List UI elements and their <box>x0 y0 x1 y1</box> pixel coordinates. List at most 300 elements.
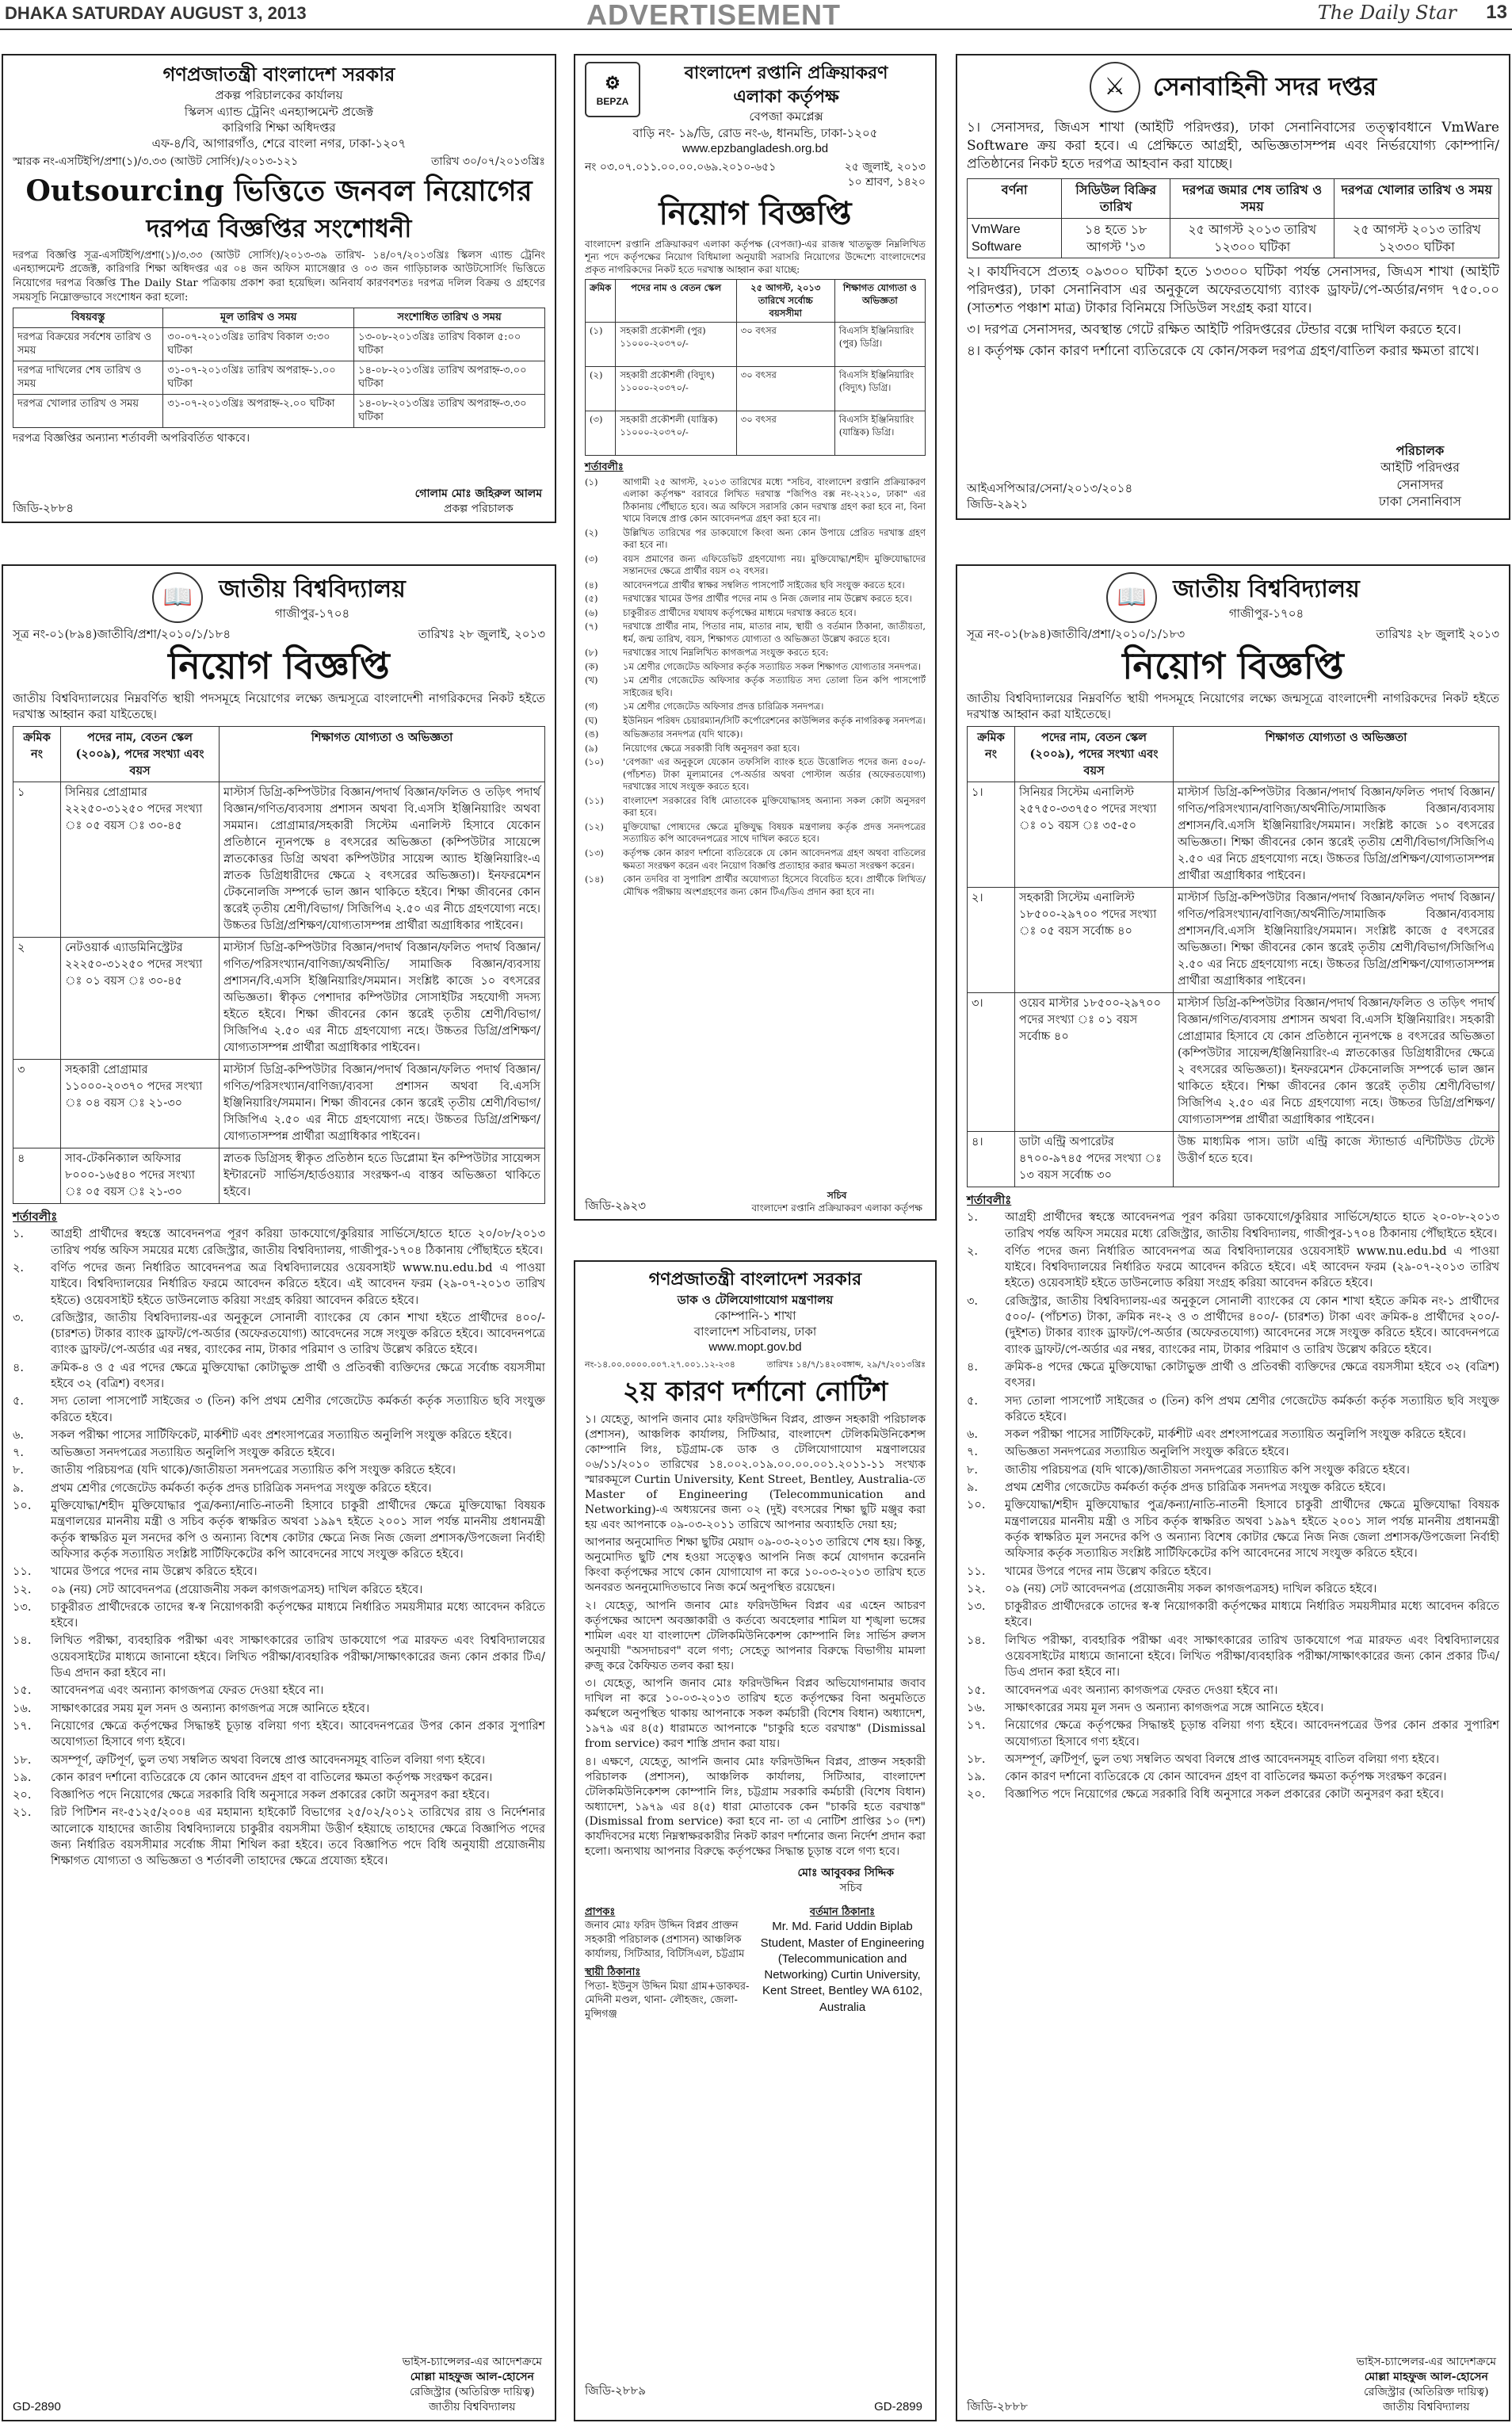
ad4-intro: জাতীয় বিশ্ববিদ্যালয়ের নিম্নবর্ণিত স্থায়ী পদসমূহে নিয়োগের লক্ষ্যে জন্মসূত্রে বাংলাদেশী নাগরিকদের নিকট হইতে দরখাস্ত আহ্বান করা যাইতেছে। <box>13 691 545 722</box>
list-item-text: বিজ্ঞাপিত পদে নিয়োগের ক্ষেত্রে সরকারি বিধি অনুসারে সকল প্রকারের কোটা অনুসরণ করা হইবে। <box>1005 1788 1444 1802</box>
list-item <box>585 743 926 755</box>
dateline: DHAKA SATURDAY AUGUST 3, 2013 <box>5 3 307 23</box>
ad5-recipient: জনাব মোঃ ফরিদ উদ্দিন বিপ্লব প্রাক্তন সহকারী পরিচালক (প্রশাসন) আঞ্চলিক কার্যালয়, সিটিআর, বিটিসিএল, চট্টগ্রাম <box>585 1920 745 1960</box>
ad3-para3: ৩। দরপত্র সেনাসদর, অবস্থান্ত গেটে রক্ষিত আইটি পরিদপ্তরের টেন্ডার বক্সে দাখিল করতে হবে। <box>967 322 1461 338</box>
list-item <box>13 1360 545 1393</box>
list-item-number: ২. <box>13 1261 25 1275</box>
table-cell: ৩০ বৎসর <box>736 323 834 367</box>
ad3-ref: আইএসপিআর/সেনা/২০১৩/২০১৪ <box>967 480 1133 495</box>
ad4-signature <box>403 2355 542 2415</box>
list-item <box>13 1599 545 1632</box>
table-row <box>586 411 926 456</box>
table-cell: ১৪-০৮-২০১৩খ্রিঃ তারিখ অপরাহ্ন-৩.০০ ঘটিকা <box>354 361 545 394</box>
ad6-memo: সূত্র নং-০১(৮৯৪)জাতীবি/প্রশা/২০১০/১/১৮৩ <box>967 627 1186 641</box>
bepza-logo-icon: ⚙ BEPZA <box>585 62 640 117</box>
list-item-number: ৯. <box>967 1481 979 1495</box>
table-cell: ওয়েব মাস্টার ১৮৫০০-২৯৭০০ পদের সংখ্যা ঃ ০১ বয়স সর্বোচ্চ ৪০ <box>1015 992 1174 1131</box>
list-item <box>13 1718 545 1751</box>
table-row <box>968 1132 1499 1187</box>
table-cell: সিনিয়র প্রোগ্রামার ২২২৫০-৩১২৫০ পদের সংখ্যা ঃ ০৫ বয়স ঃ ৩০-৪৫ <box>61 782 220 937</box>
table-cell: ৩১-০৭-২০১৩খ্রিঃ তারিখ অপরাহ্ন-১.০০ ঘটিকা <box>163 361 354 394</box>
ad3-para2: ২। কার্যদিবসে প্রত্যহ ০৯৩০০ ঘটিকা হতে ১৩৩০০ ঘটিকা পর্যন্ত সেনাসদর, জিএস শাখা (আইটি পরিদপ্তর), ঢাকা সেনানিবাস এর অনুকূলে অফেরতযোগ্য ব্যাংক ড্রাফট/পে-অর্ডার/নগদ ৭৫০.০০ (সাতশত পঞ্চাশ মাত্র) টাকার বিনিময়ে সিডিউল সংগ্রহ করা যাবে। <box>967 264 1499 317</box>
table-row <box>13 782 545 937</box>
list-item <box>13 1770 545 1786</box>
ad5-code: GD-2899 <box>874 2399 922 2413</box>
table-row <box>586 367 926 411</box>
ad5-perm-label: স্থায়ী ঠিকানাঃ <box>585 1966 641 1979</box>
ad-outsourcing-tender <box>2 54 556 523</box>
list-item <box>967 1244 1499 1292</box>
list-item-number: (গ) <box>585 701 598 713</box>
list-item <box>585 607 926 620</box>
table-row <box>13 327 545 361</box>
ad5-place: বাংলাদেশ সচিবালয়, ঢাকা <box>693 1324 817 1340</box>
list-item-text: খামের উপরে পদের নাম উল্লেখ করিতে হইবে। <box>51 1565 258 1579</box>
list-item-number: ১৯. <box>13 1771 32 1784</box>
list-item-text: দরখাস্তে প্রার্থীর নাম, পিতার নাম, মাতার নাম, স্থায়ী ও বর্তমান ঠিকানা, জাতীয়তা, ধর্ম, জন্ম তারিখ, বয়স, শিক্ষাগত যোগ্যতা ও অভিজ্ঞতা উল্লেখ করতে হবে। <box>623 621 926 644</box>
ad2-address: বাড়ি নং- ১৯/ডি, রোড নং-৬, ধানমন্ডি, ঢাকা-১২০৫ <box>632 125 878 140</box>
list-item-text: ইউনিয়ন পরিষদ চেয়ারম্যান/সিটি কর্পোরেশনের কাউন্সিলর কর্তৃক নাগরিকত্ব সনদপত্র। <box>623 714 926 726</box>
list-item-text: ক্রমিক-৪ পদের ক্ষেত্রে মুক্তিযোদ্ধা কোটাভুক্ত প্রার্থী ও প্রতিবন্ধী ব্যক্তিদের ক্ষেত্রে বয়সসীমা হইবে ৩২ (বত্রিশ) বৎসর। <box>1005 1360 1499 1390</box>
table-cell: ৪। <box>968 1132 1015 1187</box>
ad3-para2-text: কার্যদিবসে প্রত্যহ ০৯৩০০ ঘটিকা হতে ১৩৩০০ ঘটিকা পর্যন্ত সেনাসদর, জিএস শাখা (আইটি পরিদপ্তর), ঢাকা সেনানিবাস এর অনুকূলে অফেরতযোগ্য ব্যাংক ড্রাফট/পে-অর্ডার/নগদ ৭৫০.০০ (সাতশত পঞ্চাশ মাত্র) টাকার বিনিময়ে সিডিউল সংগ্রহ করা যাবে। <box>967 264 1499 317</box>
list-item <box>585 756 926 793</box>
list-item <box>967 1359 1499 1392</box>
ad6-signer-title: রেজিস্ট্রার (অতিরিক্ত দায়িত্ব) <box>1363 2386 1489 2399</box>
list-item-text: নিয়োগের ক্ষেত্রে কর্তৃপক্ষের সিদ্ধান্তই চূড়ান্ত বলিয়া গণ্য হইবে। আবেদনপত্রের উপর কোন প্রকার সুপারিশ অযোগ্যতা হিসাবে গণ্য হইবে। <box>51 1719 545 1749</box>
list-item-number: (৭) <box>585 621 598 633</box>
ad5-branch: কোম্পানি-১ শাখা <box>714 1308 796 1323</box>
list-item-number: ৮. <box>967 1463 979 1477</box>
page-number: 13 <box>1486 2 1507 23</box>
ad2-th: শিক্ষাগত যোগ্যতা ও অভিজ্ঞতা <box>834 280 925 323</box>
ad4-th: শিক্ষাগত যোগ্যতা ও অভিজ্ঞতা <box>220 726 545 782</box>
list-item <box>585 476 926 525</box>
ad4-conditions-label: শর্তাবলীঃ <box>13 1210 58 1225</box>
table-cell: (২) <box>586 367 616 411</box>
ad3-table <box>967 178 1499 258</box>
table-cell: (৩) <box>586 411 616 456</box>
ad1-signature <box>415 487 542 517</box>
ad2-memo: নং ০৩.০৭.০১১.০০.০০.০৬৯.২০১০-৬৫১ <box>585 161 777 174</box>
list-item <box>585 715 926 728</box>
ad1-signer: গোলাম মোঃ জহিরুল আলম <box>414 487 542 501</box>
table-cell: সহকারী প্রকৌশলী (যান্ত্রিক) ১১০০০-২০৩৭০/- <box>616 411 736 456</box>
ad4-table <box>13 726 545 1204</box>
ad-show-cause-notice <box>574 1260 937 2421</box>
list-item-text: কোন কারণ দর্শানো ব্যতিরেকে যে কোন আবেদন গ্রহণ বা বাতিলের ক্ষমতা কর্তৃপক্ষ সংরক্ষণ করেন। <box>1005 1771 1447 1784</box>
list-item-text: অসম্পূর্ণ, ত্রুটিপূর্ণ, ভুল তথ্য সম্বলিত অথবা বিলম্বে প্রাপ্ত আবেদনসমূহ বাতিল বলিয়া গণ্য হইবে। <box>51 1753 486 1767</box>
table-cell: মাস্টার্স ডিগ্রি-কম্পিউটার বিজ্ঞান/পদার্থ বিজ্ঞান/ফলিত পদার্থ বিজ্ঞান/গণিত/পরিসংখ্যান/বাণিজ্য/অর্থনীতি/সামাজিক বিজ্ঞান/ব্যবসায় প্রশাসন/বি.এসসি ইঞ্জিনিয়ারিং/সমমান। সংশ্লিষ্ট কাজে ১০ বৎসরের অভিজ্ঞতা। শিক্ষা জীবনের কোন স্তরেই তৃতীয় শ্রেণী/বিভাগ/সিজিপিএ ২.৫০ এর নিচে গ্রহণযোগ্য নহে। উচ্চতর ডিগ্রি/প্রশিক্ষণ/যোগ্যতাসম্পন্ন প্রার্থীরা অগ্রাধিকার পাইবেন। <box>1174 782 1499 887</box>
list-item <box>967 1427 1499 1443</box>
list-item-text: ক্রমিক-৪ ও ৫ এর পদের ক্ষেত্রে মুক্তিযোদ্ধা কোটাভুক্ত প্রার্থী ও প্রতিবন্ধী ব্যক্তিদের ক্ষেত্রে সর্বোচ্চ বয়সসীমা হইবে ৩২ (বত্রিশ) বৎসর। <box>51 1361 545 1390</box>
list-item-text: আগামী ২৫ আগস্ট, ২০১৩ তারিখের মধ্যে "সচিব, বাংলাদেশ রপ্তানি প্রক্রিয়াকরণ এলাকা কর্তৃপক্ষ" বরাবরে লিখিত দরখাস্ত "জিপিও বক্স নং-২২১০, ঢাকা" এর ঠিকানায় পৌঁছাতে হবে। অত্র অফিসে সরাসরি কোন দরখাস্ত গ্রহণ করা হবে না, বিনা খামে বিলম্বে প্রাপ্ত কোন আবেদনপত্র গ্রহণ করা হবে না। <box>623 476 926 525</box>
list-item-number: ৪. <box>967 1360 979 1374</box>
ad2-th: পদের নাম ও বেতন স্কেল <box>616 280 736 323</box>
list-item-number: (৪) <box>585 579 598 590</box>
table-cell: সহকারী প্রকৌশলী (বিদ্যুৎ) ১১০০০-২০৩৭০/- <box>616 367 736 411</box>
list-item-number: ৯. <box>13 1481 25 1495</box>
table-cell: বিএসসি ইঞ্জিনিয়ারিং (যান্ত্রিক) ডিগ্রি। <box>834 411 925 456</box>
list-item-number: ২১. <box>13 1806 32 1820</box>
table-cell: নেটওয়ার্ক এ্যাডমিনিস্ট্রেটর ২২২৫০-৩১২৫০ পদের সংখ্যা ঃ ০১ বয়স ঃ ৩০-৪৫ <box>61 937 220 1059</box>
list-item-text: আবেদনপত্র এবং অন্যান্য কাগজপত্র ফেরত দেওয়া হইবে না। <box>51 1684 324 1698</box>
ad1-signer-title: প্রকল্প পরিচালক <box>443 503 514 516</box>
newspaper-brand: The Daily Star <box>1317 2 1457 24</box>
list-item <box>13 1462 545 1478</box>
table-cell: সহকারী সিস্টেম এনালিস্ট ১৮৫০০-২৯৭০০ পদের সংখ্যা ঃ ০৫ বয়স সর্বোচ্চ ৪০ <box>1015 887 1174 992</box>
list-item-text: জাতীয় পরিচয়পত্র (যদি থাকে)/জাতীয়তা সনদপত্রের সত্যায়িত কপি সংযুক্ত করিতে হইবে। <box>51 1464 456 1477</box>
list-item-text: ১ম শ্রেণীর গেজেটেড অফিসার কর্তৃক সত্যায়িত সদ্য তোলা তিন কপি পাসপোর্ট সাইজের ছবি। <box>623 675 926 698</box>
ad1-code: জিডি-২৮৮৪ <box>13 501 74 515</box>
list-item-number: ২. <box>967 1244 979 1258</box>
ad1-intro: দরপত্র বিজ্ঞপ্তি সূত্র-এসটিইপি/প্রশা(১)/৩.৩৩ (আউট সোর্সিং)/২০১৩-৩৯ তারিখ- ১৪/০৭/২০১৩খ্রিঃ স্কিলস এ্যান্ড ট্রেনিং এনহ্যান্সমেন্ট প্রজেক্ট, কারিগরি শিক্ষা অধিদপ্তর এর ০৪ জন অফিস ম্যাসেঞ্জার ও ০৩ জন গাড়িচালক আউটসোর্সিং ভিত্তিতে নিয়োগের দরপত্র বিজ্ঞপ্তি The Daily Star পত্রিকায় প্রকাশ করা হয়েছিল। অনিবার্য কারণবশতঃ দরপত্র দলিল বিক্রয় ও গ্রহণের সময়সূচি নিম্নোক্তভাবে সংশোধন করা হলো: <box>13 249 545 304</box>
list-item <box>967 1444 1499 1460</box>
list-item <box>13 1427 545 1443</box>
ad2-table <box>585 279 926 456</box>
table-cell: সাব-টেকনিক্যাল অফিসার ৮০০০-১৬৫৪০ পদের সংখ্যা ঃ ০৫ বয়স ঃ ২১-৩০ <box>61 1148 220 1204</box>
list-item <box>13 1481 545 1496</box>
ad2-th: ক্রমিক <box>586 280 616 323</box>
list-item <box>967 1564 1499 1580</box>
ad3-code: জিডি-২৯২১ <box>967 496 1029 511</box>
ad1-date: তারিখ ৩০/০৭/২০১৩খ্রিঃ <box>430 155 545 169</box>
list-item-number: ১১. <box>13 1565 32 1579</box>
list-item-number: ৭. <box>13 1447 25 1460</box>
nu-logo-icon: 📖 <box>152 572 203 623</box>
list-item-number: ৩. <box>967 1294 979 1308</box>
ad2-code: জিডি-২৯২৩ <box>585 1198 647 1213</box>
list-item-number: ৬. <box>967 1428 979 1442</box>
list-item <box>585 647 926 659</box>
list-item <box>585 873 926 898</box>
table-cell: ২৫ আগস্ট ২০১৩ তারিখ ১২৩৩০ ঘটিকা <box>1334 219 1499 258</box>
ad5-p4: ৪। এক্ষণে, যেহেতু, আপনি জনাব মোঃ ফরিদউদ্দিন বিপ্লব, প্রাক্তন সহকারী পরিচালক (প্রশাসন), আঞ্চলিক কার্যালয়, সিটিআর, বাংলাদেশ টেলিকমিউনিকেশন্স কোম্পানি লিঃ, চট্টগ্রাম সরকারি কর্মচারী (বিশেষ বিধান) অধ্যাদেশ, ১৯৭৯ এর ৪(৫) ধারা মোতাবেক কেন "চাকরি হতে বরখাস্ত" (Dismissal from service) করা হবে না- তা এ নোটিশ প্রাপ্তির ১০ (দশ) কার্যদিবসের মধ্যে নিম্নস্বাক্ষরকারীর নিকট কারণ দর্শানোর জন্য নির্দেশ প্রদান করা হলো। অন্যথায় আপনার বিরুদ্ধে কর্তৃপক্ষের সিদ্ধান্ত চূড়ান্ত বলে গণ্য হবে। <box>585 1755 926 1859</box>
list-item-text: সকল পরীক্ষা পাসের সার্টিফিকেট, মার্কশীট এবং প্রশংসাপত্রের সত্যায়িত অনুলিপি সংযুক্ত করিতে হইবে। <box>51 1428 512 1442</box>
table-cell: মাস্টার্স ডিগ্রি-কম্পিউটার বিজ্ঞান/পদার্থ বিজ্ঞান/ফলিত ও তড়িৎ পদার্থ বিজ্ঞান/গণিত/ব্যবসায় প্রশাসন অথবা বি.এসসি ইঞ্জিনিয়ারিং অথবা সমমান। প্রোগ্রামার/সহকারী সিস্টেম এনালিস্ট হিসাবে যেকোন প্রতিষ্ঠানে ন্যূনপক্ষে ৪ বৎসরের অভিজ্ঞতা (কম্পিউটার সায়েন্সে স্নাতকোত্তর ডিগ্রি অথবা কম্পিউটার সায়েন্স অ্যান্ড ইঞ্জিনিয়ারিং-এ স্নাতক ডিগ্রিধারীদের ক্ষেত্রে ২ বৎসরের অভিজ্ঞতা)। ইনফরমেশন টেকনোলজি সম্পর্কে ভাল জ্ঞান থাকিতে হইবে। শিক্ষা জীবনের কোন স্তরেই তৃতীয় শ্রেণী/বিভাগ/ সিজিপিএ ২.৫০ এর নীচে গ্রহণযোগ্য নহে। উচ্চতর ডিগ্রি/প্রশিক্ষণ/যোগ্যতাসম্পন্ন প্রার্থীরা অগ্রাধিকার পাইবেন। <box>220 782 545 937</box>
ad2-th: ২৫ আগস্ট, ২০১৩ তারিখে সর্বোচ্চ বয়সসীমা <box>736 280 834 323</box>
ad6-title: নিয়োগ বিজ্ঞপ্তি <box>1122 644 1344 688</box>
list-item-text: কোন তদবির বা সুপারিশ প্রার্থীর অযোগ্যতা হিসেবে বিবেচিত হবে। প্রার্থীকে লিখিত/মৌখিক পরীক্ষায় অংশগ্রহণের জন্য কোন টিএ/ডিএ প্রদান করা হবে না। <box>623 873 926 897</box>
ad2-conditions-label: শর্তাবলীঃ <box>585 461 624 474</box>
list-item-text: খামের উপরে পদের নাম উল্লেখ করিতে হইবে। <box>1005 1565 1212 1578</box>
ad1-note: দরপত্র বিজ্ঞপ্তির অন্যান্য শর্তাবলী অপরিবর্তিত থাকবে। <box>13 431 250 445</box>
ad6-table <box>967 726 1499 1187</box>
table-cell: ৩ <box>13 1059 61 1148</box>
ad6-conditions <box>967 1210 1499 1802</box>
ad5-signer: মোঃ আবুবকর সিদ্দিক <box>797 1867 894 1880</box>
list-item <box>13 1787 545 1803</box>
list-item-text: রেজিস্ট্রার, জাতীয় বিশ্ববিদ্যালয়-এর অনুকূলে সোনালী ব্যাংকের যে কোন শাখা হইতে প্রার্থীদের ৪০০/- (চারশত) টাকার ব্যাংক ড্রাফট/পে-অর্ডার (অফেরতযোগ্য) আবেদনের সঙ্গে সংযুক্ত করিতে হইবে। আবেদনপত্রে ব্যাংক ড্রাফট/পে-অর্ডার এর নম্বর, ব্যাংকের নাম, টাকার পরিমাণ ও তারিখ উল্লেখ করিতে হইবে। <box>51 1311 545 1357</box>
list-item <box>13 1752 545 1768</box>
list-item <box>13 1310 545 1359</box>
table-cell: সহকারী প্রকৌশলী (পুর) ১১০০০-২০৩৭০/- <box>616 323 736 367</box>
list-item-number: ১৭. <box>13 1719 32 1733</box>
list-item-number: ১৫. <box>13 1684 32 1698</box>
list-item <box>967 1718 1499 1750</box>
ad2-date2: ১০ শ্রাবণ, ১৪২০ <box>847 176 926 189</box>
ad4-title: নিয়োগ বিজ্ঞপ্তি <box>168 644 390 688</box>
ad1-title-en: Outsourcing ভিত্তিতে জনবল নিয়োগের <box>25 174 533 208</box>
ad5-perm: পিতা- ইউনুস উদ্দিন মিয়া গ্রাম+ডাকঘর- মেদিনী মণ্ডল, থানা- লৌহজং, জেলা- মুন্সিগঞ্জ <box>585 1980 750 2020</box>
list-item-text: লিখিত পরীক্ষা, ব্যবহারিক পরীক্ষা এবং সাক্ষাৎকারের তারিখ ডাকযোগে পত্র মারফত এবং বিশ্ববিদ্যালয়ের ওয়েবসাইটের মাধ্যমে জানানো হইবে। লিখিত পরীক্ষা/ব্যবহারিক পরীক্ষা/সাক্ষাৎকারের জন্য কোন প্রকার টিএ/ডিএ প্রদান করা হইবে না। <box>1005 1634 1499 1680</box>
table-cell: স্নাতক ডিগ্রিসহ স্বীকৃত প্রতিষ্ঠান হতে ডিপ্লোমা ইন কম্পিউটার সায়েন্সস ইন্টারনেট সার্ভিস/হার্ডওয়্যার সংরক্ষণ-এ বাস্তব অভিজ্ঞতা থাকিতে হইবে। <box>220 1148 545 1204</box>
ad6-conditions-label: শর্তাবলীঃ <box>967 1193 1012 1208</box>
list-item <box>585 821 926 846</box>
list-item <box>13 1683 545 1699</box>
list-item-number: ১. <box>13 1228 25 1241</box>
table-cell: মাস্টার্স ডিগ্রি-কম্পিউটার বিজ্ঞান/পদার্থ বিজ্ঞান/ফলিত পদার্থ বিজ্ঞান/গণিত/পরিসংখ্যান/বাণিজ্য/অর্থনীতি/সামাজিক বিজ্ঞান/ব্যবসায় প্রশাসন/বি.এসসি ইঞ্জিনিয়ারিং/সমমান। সংশ্লিষ্ট কাজে ৫ বৎসরের অভিজ্ঞতা। শিক্ষা জীবনের কোন স্তরেই তৃতীয় শ্রেণী/বিভাগ/সিজিপিএ ২.৫০ এর নিচে গ্রহণযোগ্য নহে। উচ্চতর ডিগ্রি/প্রশিক্ষণ/যোগ্যতাসম্পন্ন প্রার্থীরা অগ্রাধিকার পাইবেন। <box>1174 887 1499 992</box>
list-item-text: কর্তৃপক্ষ কোন কারণ দর্শানো ব্যতিরেকে যে কোন আবেদনপত্র গ্রহণ অথবা বাতিলের ক্ষমতা সংরক্ষণ করেন এবং নিয়োগ বিজ্ঞপ্তি প্রত্যাহার করার ক্ষমতা সংরক্ষণ করেন। <box>623 847 926 871</box>
ad3-para1: ১। সেনাসদর, জিএস শাখা (আইটি পরিদপ্তর), ঢাকা সেনানিবাসের তত্ত্বাবধানে VmWare Software ক্রয় করা হবে। এ প্রেক্ষিতে আগ্রহী, অভিজ্ঞতাসম্পন্ন এবং নির্ভরযোগ্য কোম্পানি/প্রতিষ্ঠানের নিকট হতে দরপত্র আহবান করা যাচ্ছে। <box>967 120 1499 172</box>
list-item <box>585 621 926 645</box>
nu-logo-icon: 📖 <box>1106 572 1157 623</box>
list-item-text: 'বেপজা' এর অনুকূলে যেকোন তফসিলি ব্যাংক হতে উত্তোলিত পদের জন্য ৫০০/- (পাঁচশত) টাকা মূল্যমানের পে-অর্ডার অথবা পোস্টাল অর্ডার (অফেরতযোগ্য) দরখাস্তের সাথে সংযুক্ত করতে হবে। <box>623 756 926 793</box>
list-item-number: (২) <box>585 526 598 538</box>
table-row <box>13 1148 545 1204</box>
list-item <box>585 795 926 820</box>
list-item-text: চাকুরীরত প্রার্থীদের যথাযথ কর্তৃপক্ষের মাধ্যমে দরখাস্ত করতে হবে। <box>623 606 857 618</box>
list-item-text: বর্ণিত পদের জন্য নির্ধারিত আবেদনপত্র অত্র বিশ্ববিদ্যালয়ের ওয়েবসাইট www.nu.edu.bd এ পাওয়া যাইবে। বিশ্ববিদ্যালয়ের নির্ধারিত ফরমে আবেদন করিতে হইবে। এই আবেদন ফরম (২৯-০৭-২০১৩ তারিখ হইতে) ওয়েবসাইট হইতে ডাউনলোড করিয়া সংগ্রহ করিয়া আবেদন করিতে হইবে। <box>51 1261 545 1307</box>
ad1-address: এফ-৪/বি, আগারগাঁও, শেরে বাংলা নগর, ঢাকা-১২০৭ <box>151 136 407 151</box>
ad4-conditions <box>13 1226 545 1869</box>
section-title: ADVERTISEMENT <box>586 0 842 31</box>
list-item-number: (১) <box>585 476 598 487</box>
ad5-gov: গণপ্রজাতন্ত্রী বাংলাদেশ সরকার <box>648 1269 862 1290</box>
ad3-th: বর্ণনা <box>968 178 1062 218</box>
list-item-text: আগ্রহী প্রার্থীদের স্বহস্তে আবেদনপত্র পূরণ করিয়া ডাকযোগে/কুরিয়ার সার্ভিসে/হাতে হাতে ২০-০৮-২০১৩ তারিখ পর্যন্ত অফিস সময়ের মধ্যে রেজিস্ট্রার, জাতীয় বিশ্ববিদ্যালয়, গাজীপুর-১৭০৪ ঠিকানায় পৌঁছাইতে হইবে। <box>1005 1211 1499 1240</box>
table-cell: ১৩-০৮-২০১৩খ্রিঃ তারিখ বিকাল ৫:০০ ঘটিকা <box>354 327 545 361</box>
list-item-text: বর্ণিত পদের জন্য নির্ধারিত আবেদনপত্র অত্র বিশ্ববিদ্যালয়ের ওয়েবসাইট www.nu.edu.bd এ পাওয়া যাইবে। বিশ্ববিদ্যালয়ের নির্ধারিত ফরমে আবেদন করিতে হইবে। এই আবেদন ফরম (২৯-০৭-২০১৩ তারিখ হইতে) ওয়েবসাইট হইতে ডাউনলোড করিয়া সংগ্রহ করিয়া আবেদন করিতে হইবে। <box>1005 1244 1499 1290</box>
list-item-text: আবেদনপত্রে প্রার্থীর স্বাক্ষর সম্বলিত পাসপোর্ট সাইজের ছবি সংযুক্ত করতে হবে। <box>623 579 905 590</box>
list-item-number: (১০) <box>585 756 604 768</box>
list-item <box>967 1683 1499 1699</box>
list-item-text: নিয়োগের ক্ষেত্রে কর্তৃপক্ষের সিদ্ধান্তই চূড়ান্ত বলিয়া গণ্য হইবে। আবেদনপত্রের উপর কোন প্রকার সুপারিশ অযোগ্যতা হিসাবে গণ্য হইবে। <box>1005 1719 1499 1748</box>
list-item <box>585 579 926 592</box>
list-item <box>967 1393 1499 1426</box>
list-item-number: ১২. <box>967 1582 986 1596</box>
ad3-th: দরপত্র জমার শেষ তারিখ ও সময় <box>1170 178 1334 218</box>
list-item-text: মুক্তিযোদ্ধা/শহীদ মুক্তিযোদ্ধার পুত্র/কন্যা/নাতি-নাতনী হিসাবে চাকুরী প্রার্থীদের ক্ষেত্রে মুক্তিযোদ্ধা বিষয়ক মন্ত্রণালয়ের মাননীয় মন্ত্রী ও সচিব কর্তৃক স্বাক্ষরিত অথবা ১৯৯৭ হইতে ২০০১ সাল পর্যন্ত মাননীয় প্রধানমন্ত্রী কর্তৃক স্বাক্ষরিত মূল সনদের কপি ও অন্যান্য বিশেষ কোটার ক্ষেত্রে নিজ নিজ জেলা প্রশাসক/উপজেলা নির্বাহী অফিসার কর্তৃক সত্যায়িত সংশ্লিষ্ট সার্টিফিকেটের কপি আবেদনের সাথে সংযুক্ত করিতে হইবে। <box>1005 1499 1499 1561</box>
ad4-th: ক্রমিক নং <box>13 726 61 782</box>
list-item-text: অভিজ্ঞতা সনদপত্রের সত্যায়িত অনুলিপি সংযুক্ত করিতে হইবে। <box>51 1447 335 1460</box>
ad3-th: সিডিউল বিক্রির তারিখ <box>1062 178 1170 218</box>
table-cell: ১ <box>13 782 61 937</box>
list-item <box>967 1752 1499 1768</box>
list-item <box>585 675 926 699</box>
list-item-text: সদ্য তোলা পাসপোর্ট সাইজের ৩ (তিন) কপি প্রথম শ্রেণীর গেজেটেড কর্মকর্তা কর্তৃক সত্যায়িত ছবি সংযুক্ত করিতে হইবে। <box>1005 1394 1499 1424</box>
list-item-text: দরখাস্তের সাথে নিম্নলিখিত কাগজপত্র সংযুক্ত করতে হবে: <box>623 647 829 659</box>
ad3-signer4: ঢাকা সেনানিবাস <box>1378 494 1461 510</box>
list-item-text: নিয়োগের ক্ষেত্রে সরকারী বিধি অনুসরণ করা হবে। <box>623 742 800 754</box>
list-item-text: কোন কারণ দর্শানো ব্যতিরেকে যে কোন আবেদন গ্রহণ বা বাতিলের ক্ষমতা কর্তৃপক্ষ সংরক্ষণ করেন। <box>51 1771 493 1784</box>
table-cell: দরপত্র দাখিলের শেষ তারিখ ও সময় <box>13 361 163 394</box>
table-cell: ৩১-০৭-২০১৩খ্রিঃ অপরাহ্ন-২.০০ ঘটিকা <box>163 394 354 427</box>
ad2-org2: এলাকা কর্তৃপক্ষ <box>733 86 839 107</box>
list-item-number: (১৪) <box>585 873 604 885</box>
ad5-p1: ১। যেহেতু, আপনি জনাব মোঃ ফরিদউদ্দিন বিপ্লব, প্রাক্তন সহকারী পরিচালক (প্রশাসন), আঞ্চলিক কার্যালয়, সিটিআর, বাংলাদেশ টেলিকমিউনিকেশন্স কোম্পানি লিঃ, চট্টগ্রাম-কে ডাক ও টেলিযোগাযোগ মন্ত্রণালয়ের ০৬/১১/২০১০ তারিখের ১৪.০০২.০১৯.০০.০০.০০১.২০১১-১১ সংখ্যক স্মারকমূলে Curtin University, Kent Street, Bentley, Australia-তে Master of Engineering (Telecommunication and Networking)-এ অধ্যয়নের জন্য ০২ (দুই) বৎসরের শিক্ষা ছুটি মঞ্জুর করা হয় এবং আপনাকে ০৯-০৩-২০১১ তারিখে আপনার অব্যাহতি দেয়া হয়; <box>585 1413 926 1531</box>
table-cell: উচ্চ মাধ্যমিক পাস। ডাটা এন্ট্রি কাজে স্ট্যান্ডার্ড এন্টিটিউড টেস্টে উত্তীর্ণ হতে হবে। <box>1174 1132 1499 1187</box>
list-item-text: বিজ্ঞাপিত পদে নিয়োগের ক্ষেত্রে সরকারি বিধি অনুসারে সকল প্রকারের কোটা অনুসরণ করা হইবে। <box>51 1789 490 1802</box>
table-cell: ২ <box>13 937 61 1059</box>
table-cell: ১। <box>968 782 1015 887</box>
list-item-text: অভিজ্ঞতা সনদপত্রের সত্যায়িত অনুলিপি সংযুক্ত করিতে হইবে। <box>1005 1446 1289 1459</box>
table-cell: দরপত্র খোলার তারিখ ও সময় <box>13 394 163 427</box>
ad2-intro: বাংলাদেশ রপ্তানি প্রক্রিয়াকরণ এলাকা কর্তৃপক্ষ (বেপজা)-এর রাজস্ব খাতভুক্ত নিম্নলিখিত শূন্য পদে কর্তৃপক্ষের নিয়োগ বিধিমালা অনুযায়ী সরাসরি নিয়োগের উদ্দেশ্যে বাংলাদেশের প্রকৃত নাগরিকদের নিকট হতে দরখাস্ত আহ্বান করা যাচ্ছে: <box>585 238 926 276</box>
list-item-number: (৬) <box>585 606 598 618</box>
list-item <box>967 1633 1499 1681</box>
list-item-number: (৮) <box>585 647 598 659</box>
list-item <box>585 553 926 578</box>
ad6-signer-org: জাতীয় বিশ্ববিদ্যালয় <box>1383 2401 1470 2414</box>
ad6-code: জিডি-২৮৮৮ <box>967 2399 1028 2413</box>
ad-bepza-recruitment <box>574 54 937 1221</box>
list-item-text: রিট পিটিশন নং-৫১২৫/২০০৪ এর মহামান্য হাইকোর্ট বিভাগের ২৫/০২/২০১২ তারিখের রায় ও নির্দেশনার আলোকে যাহাদের জাতীয় বিশ্ববিদ্যালয়ে চাকুরীর বয়সসীমা উত্তীর্ণ হইয়াছে তাহাদের ক্ষেত্রে বিজ্ঞাপিত পদের জন্য নির্ধারিত বয়সসীমার সর্বোচ্চ সীমা শিথিল করা হইবে। তবে বিজ্ঞাপিত পদে বিধি অনুযায়ী প্রয়োজনীয় শিক্ষাগত যোগ্যতা ও অভিজ্ঞতা ও শর্তাবলী তাহাদের ক্ষেত্রে প্রযোজ্য হইবে। <box>51 1806 545 1868</box>
table-cell: VmWare Software <box>968 219 1062 258</box>
bepza-logo-text: BEPZA <box>596 95 629 107</box>
ad1-project: স্কিলস এ্যান্ড ট্রেনিং এনহ্যান্সমেন্ট প্রজেক্ট <box>184 104 374 119</box>
table-row <box>968 887 1499 992</box>
ad3-signer3: সেনাসদর <box>1396 476 1444 492</box>
ad6-intro: জাতীয় বিশ্ববিদ্যালয়ের নিম্নবর্ণিত স্থায়ী পদসমূহে নিয়োগের লক্ষ্যে জন্মসূত্রে বাংলাদেশী নাগরিকদের নিকট হইতে দরখাস্ত আহ্বান করা যাইতেছে। <box>967 691 1499 722</box>
table-cell: ডাটা এন্ট্রি অপারেটর ৪৭০০-৯৭৪৫ পদের সংখ্যা ঃ ১৩ বয়স সর্বোচ্চ ৩০ <box>1015 1132 1174 1187</box>
list-item-text: জাতীয় পরিচয়পত্র (যদি থাকে)/জাতীয়তা সনদপত্রের সত্যায়িত কপি সংযুক্ত করিতে হইবে। <box>1005 1463 1410 1477</box>
list-item <box>13 1498 545 1562</box>
list-item-text: চাকুরীরত প্রার্থীদেরকে তাদের স্ব-স্ব নিয়োগকারী কর্তৃপক্ষের মাধ্যমে নির্ধারিত সময়সীমার মধ্যে আবেদন করিতে হইবে। <box>1005 1600 1499 1630</box>
list-item-number: ১৮. <box>13 1753 32 1767</box>
list-item-number: ৭. <box>967 1446 979 1459</box>
ad2-title: নিয়োগ বিজ্ঞপ্তি <box>659 194 852 232</box>
list-item-text: ০৯ (নয়) সেট আবেদনপত্র (প্রয়োজনীয় সকল কাগজপত্রসহ) দাখিল করিতে হইবে। <box>1005 1582 1377 1596</box>
table-cell: ১৪-০৮-২০১৩খ্রিঃ তারিখ অপরাহ্ন-৩.৩০ ঘটিকা <box>354 394 545 427</box>
ad-nu-recruitment-right <box>956 564 1510 2421</box>
ad6-chancellor: ভাইস-চ্যান্সেলর-এর আদেশক্রমে <box>1356 2356 1496 2369</box>
ad2-signer-org: বাংলাদেশ রপ্তানি প্রক্রিয়াকরণ এলাকা কর্তৃপক্ষ <box>751 1202 922 1213</box>
list-item-text: ০৯ (নয়) সেট আবেদনপত্র (প্রয়োজনীয় সকল কাগজপত্রসহ) দাখিল করিতে হইবে। <box>51 1583 423 1596</box>
list-item-text: প্রথম শ্রেণীর গেজেটেড কর্মকর্তা কর্তৃক প্রদত্ত চারিত্রিক সনদপত্র সংযুক্ত করিতে হইবে। <box>51 1481 432 1495</box>
ad4-place: গাজীপুর-১৭০৪ <box>274 606 350 621</box>
table-cell: (১) <box>586 323 616 367</box>
list-item-number: ১০. <box>13 1500 32 1513</box>
list-item-number: ১০. <box>967 1499 986 1512</box>
table-cell: ২। <box>968 887 1015 992</box>
page-header <box>0 0 1512 30</box>
list-item-text: সকল পরীক্ষা পাসের সার্টিফিকেট, মার্কশীট এবং প্রশংসাপত্রের সত্যায়িত অনুলিপি সংযুক্ত করিতে হইবে। <box>1005 1428 1466 1442</box>
list-item <box>585 661 926 674</box>
ad5-code-left: জিডি-২৮৮৯ <box>585 2383 646 2398</box>
list-item-number: (১৩) <box>585 847 604 858</box>
ad3-para4-text: কর্তৃপক্ষ কোন কারণ দর্শানো ব্যতিরেকে যে কোন/সকল দরপত্র গ্রহণ/বাতিল করার ক্ষমতা রাখে। <box>984 342 1480 359</box>
ad6-signature <box>1357 2355 1496 2415</box>
list-item-number: ৩. <box>13 1311 25 1324</box>
list-item-number: (ঙ) <box>585 728 599 740</box>
table-cell: মাস্টার্স ডিগ্রি-কম্পিউটার বিজ্ঞান/পদার্থ বিজ্ঞান/ফলিত পদার্থ বিজ্ঞান/গণিত/পরিসংখ্যান/বাণিজ্য/ব্যবসা প্রশাসন অথবা বি.এসসি ইঞ্জিনিয়ারিং/সমমান। শিক্ষা জীবনের কোন স্তরেই তৃতীয় শ্রেণী/বিভাগ/সিজিপিএ ২.৫০ এর নীচে গ্রহণযোগ্য নহে। উচ্চতর ডিগ্রি/প্রশিক্ষণ/যোগ্যতাসম্পন্ন প্রার্থীরা অগ্রাধিকার পাইবেন। <box>220 1059 545 1148</box>
ad2-complex: বেপজা কমপ্লেক্স <box>749 109 823 124</box>
list-item <box>13 1633 545 1681</box>
list-item-text: সাক্ষাৎকারের সময় মূল সনদ ও অন্যান্য কাগজপত্র সঙ্গে আনিতে হইবে। <box>1005 1701 1324 1714</box>
ad4-chancellor: ভাইস-চ্যান্সেলর-এর আদেশক্রমে <box>402 2356 542 2369</box>
list-item <box>967 1787 1499 1802</box>
table-cell: ৪ <box>13 1148 61 1204</box>
table-cell: বিএসসি ইঞ্জিনিয়ারিং (বিদ্যুৎ) ডিগ্রি। <box>834 367 925 411</box>
table-cell: ২৫ আগস্ট ২০১৩ তারিখ ১২৩০০ ঘটিকা <box>1170 219 1334 258</box>
list-item-text: ১ম শ্রেণীর গেজেটেড অফিসার প্রদত্ত চারিত্রিক সনদপত্র। <box>623 701 824 713</box>
list-item-number: (৫) <box>585 593 598 605</box>
ad6-date: তারিখঃ ২৮ জুলাই ২০১৩ <box>1376 627 1499 641</box>
ad2-web[interactable]: www.epzbangladesh.org.bd <box>682 141 829 155</box>
ad5-signer-title: সচিব <box>839 1882 862 1895</box>
list-item-number: ১২. <box>13 1583 32 1596</box>
ad3-signer: পরিচালক <box>1396 442 1445 458</box>
list-item-text: দরখাস্তের খামের উপর প্রার্থীর পদের নাম ও নিজ জেলার নাম উল্লেখ করতে হবে। <box>623 593 912 605</box>
table-row <box>13 394 545 427</box>
table-cell: ১৪ হতে ১৮ আগস্ট '১৩ <box>1062 219 1170 258</box>
list-item-text: প্রথম শ্রেণীর গেজেটেড কর্মকর্তা কর্তৃক প্রদত্ত চারিত্রিক সনদপত্র সংযুক্ত করিতে হইবে। <box>1005 1481 1386 1495</box>
list-item-text: অসম্পূর্ণ, ত্রুটিপূর্ণ, ভুল তথ্য সম্বলিত অথবা বিলম্বে প্রাপ্ত আবেদনসমূহ বাতিল বলিয়া গণ্য হইবে। <box>1005 1752 1440 1766</box>
ad1-title-bn: দরপত্র বিজ্ঞপ্তির সংশোধনী <box>146 213 412 244</box>
ad4-memo: সূত্র নং-০১(৮৯৪)জাতীবি/প্রশা/২০১০/১/১৮৪ <box>13 627 231 641</box>
list-item <box>585 728 926 741</box>
ad6-signer: মোল্লা মাহফুজ আল-হোসেন <box>1364 2371 1488 2384</box>
list-item-text: উল্লিখিত তারিখের পর ডাকযোগে কিংবা অন্য কোন উপায়ে প্রেরিত দরখাস্ত গ্রহণ করা হবে না। <box>623 526 926 551</box>
list-item <box>13 1564 545 1580</box>
list-item-text: সদ্য তোলা পাসপোর্ট সাইজের ৩ (তিন) কপি প্রথম শ্রেণীর গেজেটেড কর্মকর্তা কর্তৃক সত্যায়িত ছবি সংযুক্ত করিতে হইবে। <box>51 1395 545 1424</box>
list-item-number: ১৯. <box>967 1771 986 1784</box>
ad5-web[interactable]: www.mopt.gov.bd <box>708 1340 802 1355</box>
ad4-date: তারিখঃ ২৮ জুলাই, ২০১৩ <box>418 627 545 641</box>
army-crest-icon: ⚔ <box>1090 62 1140 113</box>
ad2-org: বাংলাদেশ রপ্তানি প্রক্রিয়াকরণ <box>684 63 888 83</box>
list-item-text: বাংলাদেশ সরকারের বিধি মোতাবেক মুক্তিযোদ্ধাসহ অন্যান্য সকল কোটা অনুসরণ করা হবে। <box>623 794 926 819</box>
list-item <box>13 1701 545 1717</box>
list-item <box>13 1260 545 1309</box>
list-item-text: মুক্তিযোদ্ধা/শহীদ মুক্তিযোদ্ধার পুত্র/কন্যা/নাতি-নাতনী হিসাবে চাকুরী প্রার্থীদের ক্ষেত্রে মুক্তিযোদ্ধা বিষয়ক মন্ত্রণালয়ের মাননীয় মন্ত্রী ও সচিব কর্তৃক স্বাক্ষরিত অথবা ১৯৯৭ হইতে ২০০১ সাল পর্যন্ত মাননীয় প্রধানমন্ত্রী কর্তৃক স্বাক্ষরিত মূল সনদের কপি ও অন্যান্য বিশেষ কোটার ক্ষেত্রে নিজ নিজ জেলা প্রশাসক/উপজেলা নির্বাহী অফিসার কর্তৃক সত্যায়িত সংশ্লিষ্ট সার্টিফিকেটের কপি আবেদনের সাথে সংযুক্ত করিতে হইবে। <box>51 1500 545 1561</box>
table-cell: মাস্টার্স ডিগ্রি-কম্পিউটার বিজ্ঞান/পদার্থ বিজ্ঞান/ফলিত ও তড়িৎ পদার্থ বিজ্ঞান/গণিত/ব্যবসায় প্রশাসন অথবা বি.এসসি ইঞ্জিনিয়ারিং। সহকারী প্রোগ্রামার হিসাবে যে কোন প্রতিষ্ঠানে ন্যূনপক্ষে ৪ বৎসরের অভিজ্ঞতা (কম্পিউটার সায়েন্স/ইঞ্জিনিয়ারিং-এ স্নাতকোত্তর ডিগ্রিধারীদের ক্ষেত্রে ২ বৎসরের অভিজ্ঞতা)। ইনফরমেশন টেকনোলজি সম্পর্কে ভাল জ্ঞান থাকিতে হইবে। শিক্ষা জীবনের কোন স্তরেই তৃতীয় শ্রেণী/বিভাগ/সিজিপিএ ২.৫০ এর নিচে গ্রহণযোগ্য নহে। উচ্চতর ডিগ্রি/প্রশিক্ষণ/যোগ্যতাসম্পন্ন প্রার্থীরা অগ্রাধিকার পাইবেন। <box>1174 992 1499 1131</box>
ad6-place: গাজীপুর-১৭০৪ <box>1228 606 1304 621</box>
ad3-th: দরপত্র খোলার তারিখ ও সময় <box>1334 178 1499 218</box>
list-item-number: (ঘ) <box>585 714 598 726</box>
list-item-number: ১৮. <box>967 1752 986 1766</box>
list-item-number: (৩) <box>585 552 598 564</box>
table-row <box>13 361 545 394</box>
list-item <box>585 527 926 552</box>
ad5-ministry: ডাক ও টেলিযোগাযোগ মন্ত্রণালয় <box>677 1292 834 1307</box>
list-item-number: ১৩. <box>967 1600 986 1614</box>
list-item-number: ১. <box>967 1211 979 1225</box>
table-row <box>586 323 926 367</box>
list-item <box>967 1599 1499 1631</box>
ad1-gov: গণপ্রজাতন্ত্রী বাংলাদেশ সরকার <box>162 63 395 86</box>
list-item <box>13 1582 545 1598</box>
ad4-signer-title: রেজিস্ট্রার (অতিরিক্ত দায়িত্ব) <box>409 2386 535 2399</box>
list-item-number: (খ) <box>585 675 598 686</box>
list-item <box>13 1393 545 1426</box>
table-row <box>13 937 545 1059</box>
list-item-number: ১৪. <box>967 1634 986 1647</box>
table-cell: ৩০-০৭-২০১৩খ্রিঃ তারিখ বিকাল ৩:৩০ ঘটিকা <box>163 327 354 361</box>
ad2-signer: সচিব <box>827 1189 847 1201</box>
ad5-current-label: বর্তমান ঠিকানাঃ <box>809 1905 876 1918</box>
table-cell: সহকারী প্রোগ্রামার ১১০০০-২০৩৭০ পদের সংখ্যা ঃ ০৪ বয়স ঃ ২১-৩০ <box>61 1059 220 1148</box>
ad2-date1: ২৫ জুলাই, ২০১৩ <box>844 161 926 174</box>
list-item-number: ৮. <box>13 1464 25 1477</box>
list-item-number: ২০. <box>13 1789 32 1802</box>
list-item-text: লিখিত পরীক্ষা, ব্যবহারিক পরীক্ষা এবং সাক্ষাৎকারের তারিখ ডাকযোগে পত্র মারফত এবং বিশ্ববিদ্যালয়ের ওয়েবসাইটের মাধ্যমে জানানো হইবে। লিখিত পরীক্ষা/ব্যবহারিক পরীক্ষা/সাক্ষাৎকারের জন্য কোন প্রকার টিএ/ডিএ প্রদান করা হইবে না। <box>51 1634 545 1680</box>
ad1-th: সংশোধিত তারিখ ও সময় <box>354 308 545 328</box>
list-item-number: ৫. <box>13 1395 25 1408</box>
list-item <box>967 1581 1499 1597</box>
list-item <box>13 1445 545 1461</box>
